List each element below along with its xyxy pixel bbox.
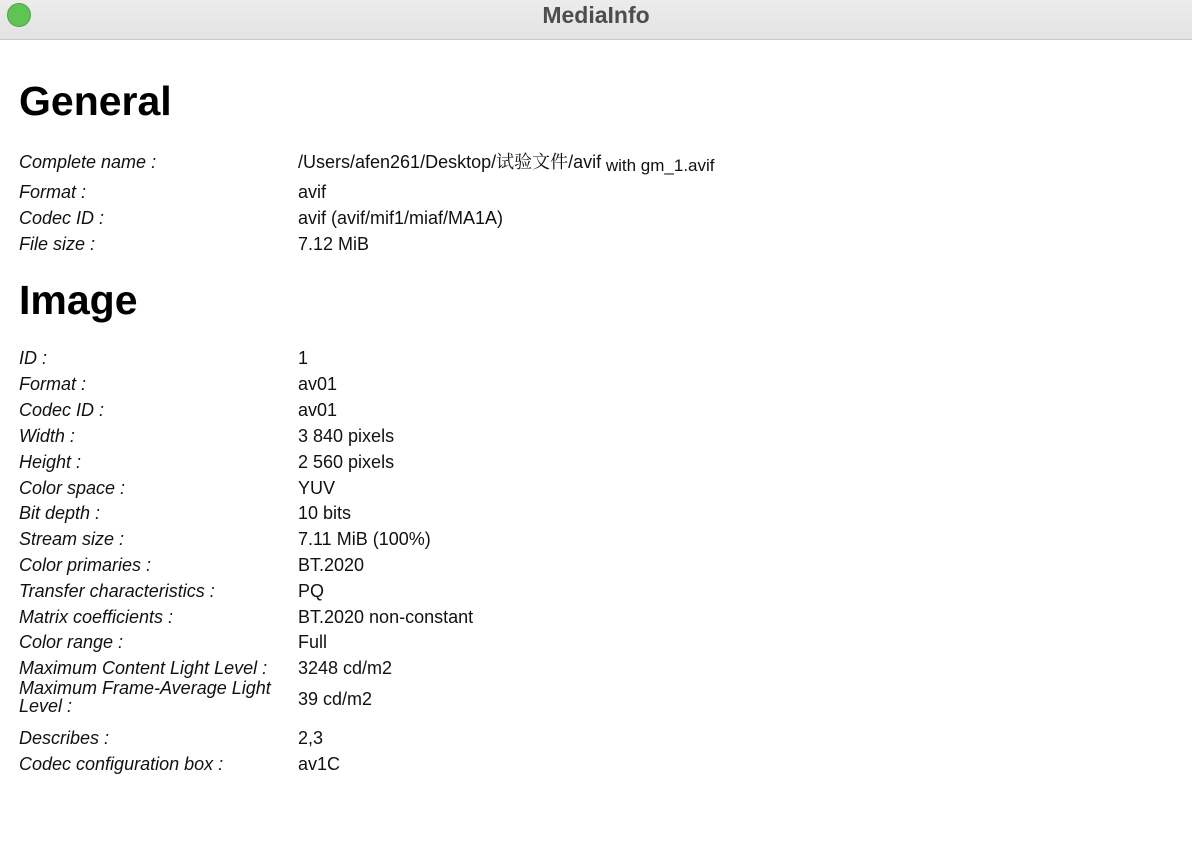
field-value bbox=[298, 374, 337, 394]
field-value-text: YUV bbox=[298, 478, 336, 498]
field-value bbox=[298, 452, 394, 472]
field-value bbox=[298, 581, 324, 601]
field-value-text: BT.2020 non-constant bbox=[298, 607, 474, 627]
field-value bbox=[298, 234, 369, 254]
field-label: Stream size : bbox=[19, 529, 125, 549]
field-label: Matrix coefficients : bbox=[19, 607, 174, 627]
field-value bbox=[298, 503, 351, 523]
field-value bbox=[298, 728, 323, 748]
field-value bbox=[298, 426, 394, 446]
field-label: Codec configuration box : bbox=[19, 754, 224, 774]
field-value-text: 7.11 MiB (100%) bbox=[298, 529, 431, 549]
field-value bbox=[298, 689, 372, 709]
field-value bbox=[298, 632, 327, 652]
field-label: Color space : bbox=[19, 478, 126, 498]
field-value-text: 7.12 MiB bbox=[298, 234, 370, 254]
field-label: ID : bbox=[19, 348, 48, 368]
field-value-text: 3248 cd/m2 bbox=[298, 658, 393, 678]
field-value bbox=[298, 348, 308, 368]
field-value-text: 3 840 pixels bbox=[298, 426, 395, 446]
field-value-text: 2,3 bbox=[298, 728, 324, 748]
field-label: Height : bbox=[19, 452, 82, 472]
field-label: Codec ID : bbox=[19, 208, 105, 228]
field-value bbox=[298, 182, 326, 202]
field-value-text: 10 bits bbox=[298, 503, 352, 523]
field-label: Describes : bbox=[19, 728, 110, 748]
field-value bbox=[298, 152, 715, 173]
field-label: Format : bbox=[19, 182, 87, 202]
field-value-text: avif (avif/mif1/miaf/MA1A) bbox=[298, 208, 504, 228]
field-value bbox=[298, 400, 337, 420]
field-value bbox=[298, 555, 364, 575]
field-value bbox=[298, 607, 473, 627]
field-label: Bit depth : bbox=[19, 503, 101, 523]
field-value bbox=[298, 529, 431, 549]
field-value-text: BT.2020 bbox=[298, 555, 365, 575]
field-value-text: /Users/afen261/Desktop/试验文件/avif bbox=[298, 152, 602, 172]
field-value bbox=[298, 754, 340, 774]
field-label: Maximum Content Light Level : bbox=[19, 658, 268, 678]
field-value bbox=[298, 208, 503, 228]
field-value bbox=[298, 658, 392, 678]
field-value bbox=[298, 478, 335, 498]
field-label: Transfer characteristics : bbox=[19, 581, 215, 601]
field-value-text: 2 560 pixels bbox=[298, 452, 395, 472]
field-value-text: av01 bbox=[298, 374, 338, 394]
section-title-general: General bbox=[19, 78, 172, 124]
field-value-text: avif bbox=[298, 182, 327, 202]
field-value-text: PQ bbox=[298, 581, 325, 601]
field-value-text: 1 bbox=[298, 348, 309, 368]
field-label: Width : bbox=[19, 426, 75, 446]
field-value-text: av01 bbox=[298, 400, 338, 420]
window-title: MediaInfo bbox=[542, 2, 650, 28]
field-label: Color range : bbox=[19, 632, 124, 652]
field-value-tail: with gm_1.avif bbox=[601, 156, 715, 175]
section-title-image: Image bbox=[19, 277, 138, 323]
field-value-text: av1C bbox=[298, 754, 341, 774]
field-value-text: 39 cd/m2 bbox=[298, 689, 373, 709]
field-label: File size : bbox=[19, 234, 96, 254]
field-label: Complete name : bbox=[19, 152, 157, 172]
field-value-text: Full bbox=[298, 632, 328, 652]
title-bar bbox=[0, 0, 1192, 40]
field-label: Codec ID : bbox=[19, 400, 105, 420]
field-label: Color primaries : bbox=[19, 555, 152, 575]
field-label: Maximum Frame-Average Light Level : bbox=[19, 678, 271, 716]
field-label: Format : bbox=[19, 374, 87, 394]
